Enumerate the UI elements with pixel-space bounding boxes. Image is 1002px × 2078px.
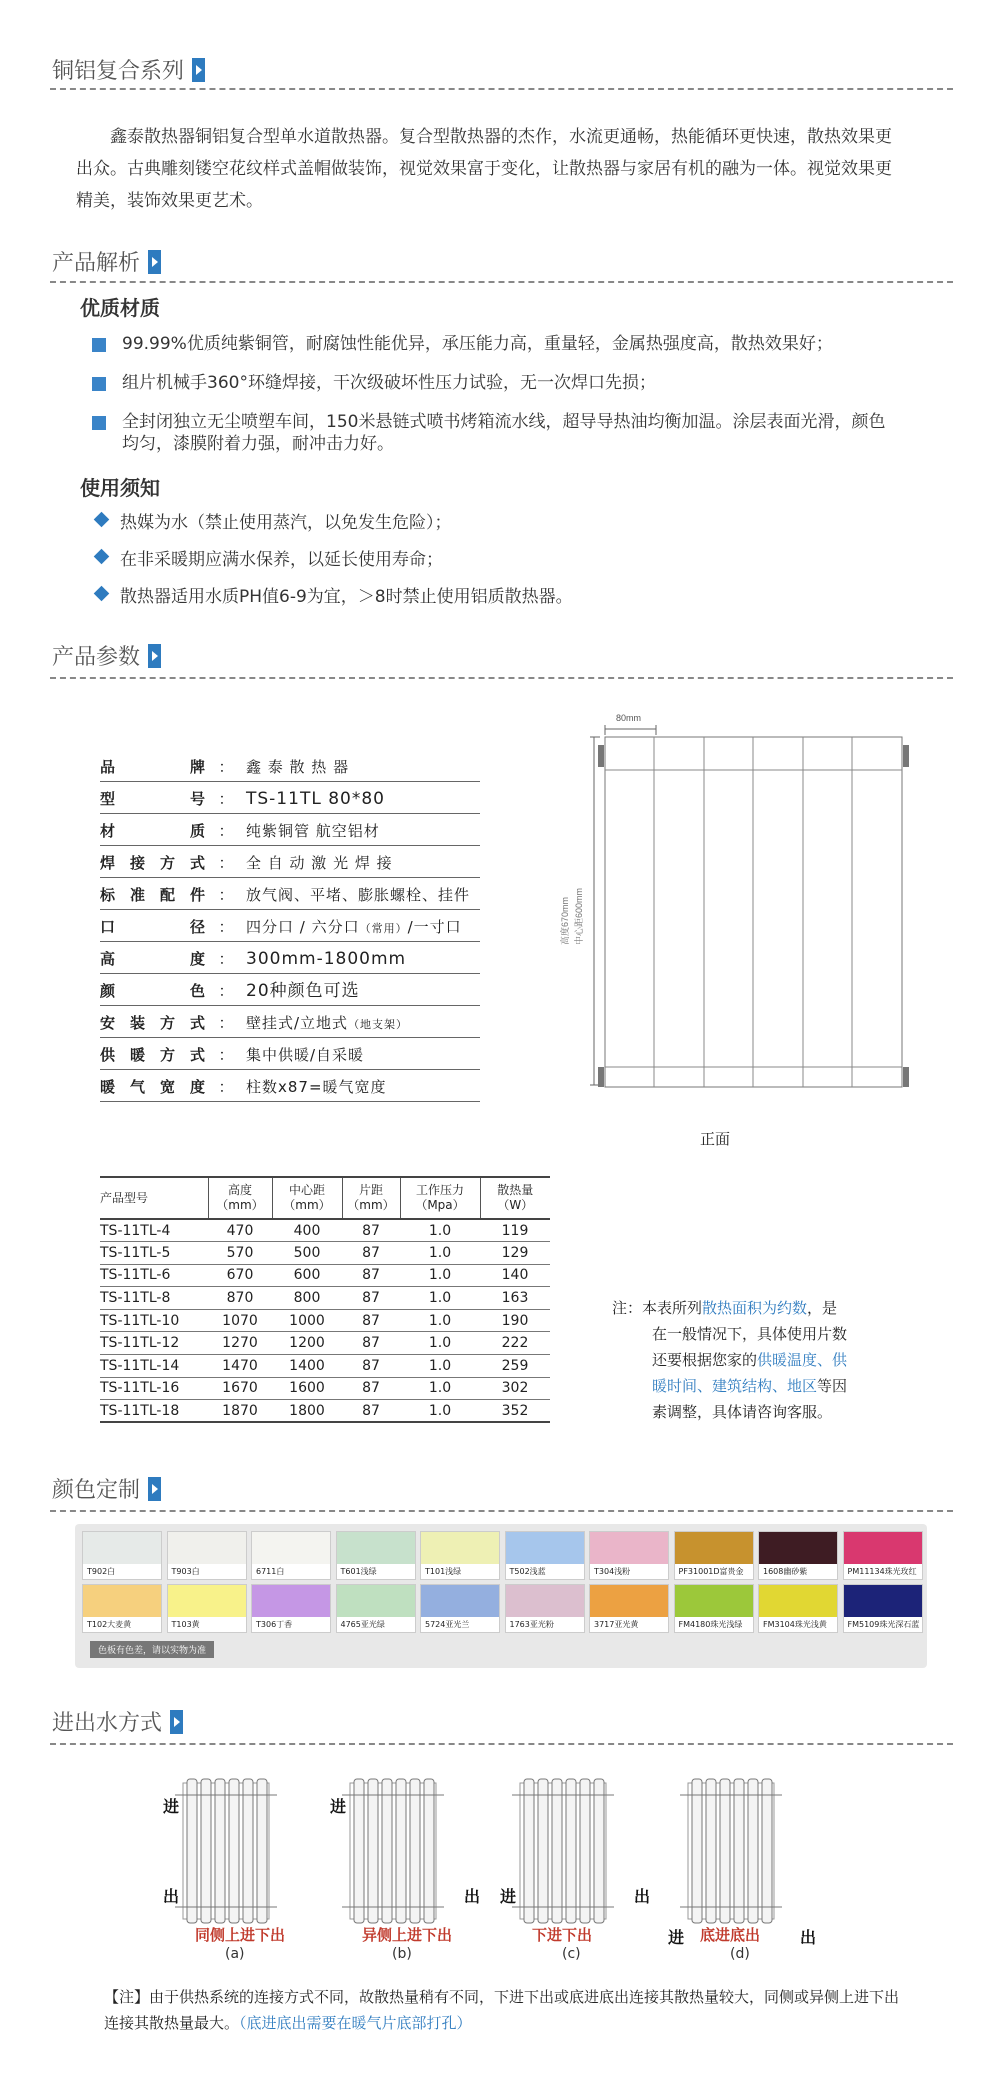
table-cell: 1.0 bbox=[400, 1264, 480, 1287]
table-cell: 1.0 bbox=[400, 1242, 480, 1265]
color-swatch[interactable] bbox=[420, 1584, 500, 1633]
table-cell: TS-11TL-16 bbox=[100, 1377, 208, 1400]
swatch-label: T601浅绿 bbox=[340, 1567, 377, 1576]
radiator-diagram bbox=[165, 1775, 295, 1935]
quality-heading: 优质材质 bbox=[80, 296, 160, 320]
table-cell: 1070 bbox=[208, 1309, 272, 1332]
bullet-diamond-icon bbox=[94, 586, 110, 602]
table-cell: 1.0 bbox=[400, 1400, 480, 1423]
color-palette bbox=[75, 1524, 927, 1668]
swatch-color bbox=[590, 1585, 668, 1617]
table-cell: 87 bbox=[342, 1332, 400, 1355]
table-cell: 259 bbox=[480, 1355, 550, 1378]
feature-item: 全封闭独立无尘喷塑车间，150米悬链式喷书烤箱流水线，超导导热油均衡加温。涂层表面光滑，颜色均匀，漆膜附着力强，耐冲击力好。 bbox=[92, 411, 892, 455]
swatch-label: T502浅蓝 bbox=[509, 1567, 546, 1576]
swatch-color bbox=[421, 1532, 499, 1564]
color-swatch[interactable] bbox=[82, 1531, 162, 1580]
center-dimension-label: 中心距600mm bbox=[574, 887, 584, 945]
flow-label: 进 bbox=[163, 1797, 180, 1816]
front-view-label: 正面 bbox=[700, 1130, 731, 1148]
color-swatch[interactable] bbox=[589, 1584, 669, 1633]
flow-label: 进 bbox=[330, 1797, 347, 1816]
bullet-square-icon bbox=[92, 416, 106, 430]
radiator-diagram bbox=[332, 1775, 462, 1935]
table-row bbox=[100, 1377, 550, 1400]
swatch-color bbox=[252, 1532, 330, 1564]
color-swatch[interactable] bbox=[505, 1531, 585, 1580]
swatch-label: T902白 bbox=[87, 1567, 116, 1576]
table-cell: TS-11TL-12 bbox=[100, 1332, 208, 1355]
table-cell: 1670 bbox=[208, 1377, 272, 1400]
swatch-color bbox=[421, 1585, 499, 1617]
table-cell: 1800 bbox=[272, 1400, 342, 1423]
table-cell: 1.0 bbox=[400, 1377, 480, 1400]
swatch-label: T101浅绿 bbox=[425, 1567, 462, 1576]
divider bbox=[50, 88, 953, 90]
color-swatch[interactable] bbox=[167, 1584, 247, 1633]
flow-sublabel: (d) bbox=[730, 1946, 750, 1962]
table-cell: 87 bbox=[342, 1377, 400, 1400]
table-cell: 1.0 bbox=[400, 1309, 480, 1332]
table-cell: 87 bbox=[342, 1355, 400, 1378]
table-row bbox=[100, 1219, 550, 1242]
spec-row: 安装方式 ： 壁挂式/立地式（地支架） bbox=[100, 1006, 480, 1038]
table-header: 工作压力 （Mpa） bbox=[400, 1177, 480, 1219]
swatch-color bbox=[675, 1532, 753, 1564]
table-cell: 87 bbox=[342, 1264, 400, 1287]
table-cell: 1400 bbox=[272, 1355, 342, 1378]
flow-caption: 异侧上进下出 bbox=[362, 1926, 453, 1944]
swatch-color bbox=[675, 1585, 753, 1617]
color-swatch[interactable] bbox=[167, 1531, 247, 1580]
flow-caption: 底进底出 bbox=[700, 1926, 761, 1944]
section-title-params: 产品参数 bbox=[52, 640, 161, 671]
color-swatch[interactable] bbox=[251, 1584, 331, 1633]
color-swatch[interactable] bbox=[420, 1531, 500, 1580]
swatch-color bbox=[252, 1585, 330, 1617]
table-cell: 1870 bbox=[208, 1400, 272, 1423]
table-cell: TS-11TL-8 bbox=[100, 1287, 208, 1310]
table-header: 中心距 （mm） bbox=[272, 1177, 342, 1219]
color-swatch[interactable] bbox=[758, 1584, 838, 1633]
feature-item: 组片机械手360°环缝焊接，干次级破坏性压力试验，无一次焊口先损； bbox=[92, 372, 902, 394]
arrow-icon bbox=[192, 58, 205, 82]
table-cell: 87 bbox=[342, 1309, 400, 1332]
spec-row: 型号 ： TS-11TL 80*80 bbox=[100, 782, 480, 814]
swatch-label: 5724亚光兰 bbox=[425, 1620, 470, 1629]
table-cell: TS-11TL-18 bbox=[100, 1400, 208, 1423]
swatch-label: 3717亚光黄 bbox=[594, 1620, 639, 1629]
table-cell: 800 bbox=[272, 1287, 342, 1310]
color-swatch[interactable] bbox=[758, 1531, 838, 1580]
table-cell: TS-11TL-10 bbox=[100, 1309, 208, 1332]
swatch-label: 6711白 bbox=[256, 1567, 285, 1576]
table-cell: 1600 bbox=[272, 1377, 342, 1400]
arrow-icon bbox=[148, 250, 161, 274]
table-cell: TS-11TL-4 bbox=[100, 1219, 208, 1242]
divider bbox=[50, 1743, 953, 1745]
bullet-diamond-icon bbox=[94, 549, 110, 565]
swatch-color bbox=[590, 1532, 668, 1564]
table-row bbox=[100, 1332, 550, 1355]
table-cell: 140 bbox=[480, 1264, 550, 1287]
swatch-color bbox=[759, 1585, 837, 1617]
table-header: 产品型号 bbox=[100, 1177, 208, 1219]
table-cell: 1.0 bbox=[400, 1287, 480, 1310]
swatch-color bbox=[506, 1532, 584, 1564]
swatch-label: T903白 bbox=[171, 1567, 200, 1576]
flow-label: 出 bbox=[800, 1928, 817, 1947]
table-cell: 302 bbox=[480, 1377, 550, 1400]
swatch-label: 4765亚光绿 bbox=[340, 1620, 385, 1629]
spec-row: 高度 ： 300mm-1800mm bbox=[100, 942, 480, 974]
bullet-square-icon bbox=[92, 338, 106, 352]
divider bbox=[50, 281, 953, 283]
table-cell: 1200 bbox=[272, 1332, 342, 1355]
swatch-color bbox=[759, 1532, 837, 1564]
table-cell: TS-11TL-5 bbox=[100, 1242, 208, 1265]
table-cell: 670 bbox=[208, 1264, 272, 1287]
table-cell: 570 bbox=[208, 1242, 272, 1265]
bullet-diamond-icon bbox=[94, 512, 110, 528]
swatch-color bbox=[83, 1532, 161, 1564]
table-row bbox=[100, 1309, 550, 1332]
table-cell: 129 bbox=[480, 1242, 550, 1265]
color-swatch[interactable] bbox=[843, 1531, 923, 1580]
flow-sublabel: (a) bbox=[225, 1946, 245, 1962]
swatch-label: T306丁香 bbox=[256, 1620, 293, 1629]
color-swatch[interactable] bbox=[674, 1584, 754, 1633]
swatch-label: 1763亚光粉 bbox=[509, 1620, 554, 1629]
table-cell: 1270 bbox=[208, 1332, 272, 1355]
flow-sublabel: (c) bbox=[562, 1946, 581, 1962]
table-cell: 163 bbox=[480, 1287, 550, 1310]
usage-item: 散热器适用水质PH值6-9为宜，＞8时禁止使用铝质散热器。 bbox=[96, 582, 573, 607]
spec-row: 暖气宽度 ： 柱数x87=暖气宽度 bbox=[100, 1070, 480, 1102]
color-swatch[interactable] bbox=[82, 1584, 162, 1633]
swatch-label: FM4180珠光浅绿 bbox=[678, 1620, 743, 1629]
table-cell: 1.0 bbox=[400, 1332, 480, 1355]
table-cell: 222 bbox=[480, 1332, 550, 1355]
table-row bbox=[100, 1355, 550, 1378]
flow-label: 出 bbox=[634, 1887, 651, 1906]
table-cell: TS-11TL-6 bbox=[100, 1264, 208, 1287]
table-row bbox=[100, 1287, 550, 1310]
arrow-icon bbox=[148, 1477, 161, 1501]
flow-label: 出 bbox=[464, 1887, 481, 1906]
table-header: 高度 （mm） bbox=[208, 1177, 272, 1219]
performance-table bbox=[100, 1176, 550, 1423]
usage-item: 热媒为水（禁止使用蒸汽，以免发生危险）； bbox=[96, 508, 452, 533]
spec-row: 供暖方式 ： 集中供暖/自采暖 bbox=[100, 1038, 480, 1070]
flow-label: 进 bbox=[500, 1887, 517, 1906]
flow-sublabel: (b) bbox=[392, 1946, 412, 1962]
table-cell: 500 bbox=[272, 1242, 342, 1265]
feature-item: 99.99%优质纯紫铜管，耐腐蚀性能优异，承压能力高，重量轻，金属热强度高，散热效果好； bbox=[92, 333, 902, 355]
arrow-icon bbox=[148, 644, 161, 668]
table-row bbox=[100, 1400, 550, 1423]
swatch-label: T103黄 bbox=[171, 1620, 200, 1629]
flow-label: 进 bbox=[668, 1928, 685, 1947]
flow-label: 出 bbox=[163, 1887, 180, 1906]
spec-row: 焊接方式 ： 全 自 动 激 光 焊 接 bbox=[100, 846, 480, 878]
divider bbox=[50, 1510, 953, 1512]
palette-note: 色板有色差，请以实物为准 bbox=[90, 1641, 214, 1658]
radiator-front-drawing bbox=[560, 705, 920, 1105]
swatch-label: T102大麦黄 bbox=[87, 1620, 132, 1629]
section-title-analysis: 产品解析 bbox=[52, 246, 161, 277]
divider bbox=[50, 677, 953, 679]
color-swatch[interactable] bbox=[589, 1531, 669, 1580]
table-cell: 1000 bbox=[272, 1309, 342, 1332]
swatch-color bbox=[337, 1532, 415, 1564]
table-header: 片距 （mm） bbox=[342, 1177, 400, 1219]
table-cell: 870 bbox=[208, 1287, 272, 1310]
spec-row: 材质 ： 纯紫铜管 航空铝材 bbox=[100, 814, 480, 846]
swatch-color bbox=[844, 1585, 922, 1617]
footnote: 【注】由于供热系统的连接方式不同，故散热量稍有不同，下进下出或底进底出连接其散热量较大，同侧或异侧上进下出连接其散热量最大。（底进底出需要在暖气片底部打孔） bbox=[104, 1988, 900, 2032]
spec-row: 标准配件 ： 放气阀、平堵、膨胀螺栓、挂件 bbox=[100, 878, 480, 910]
table-cell: 1470 bbox=[208, 1355, 272, 1378]
color-swatch[interactable] bbox=[505, 1584, 585, 1633]
color-swatch[interactable] bbox=[843, 1584, 923, 1633]
table-cell: 87 bbox=[342, 1242, 400, 1265]
swatch-label: FM3104珠光浅黄 bbox=[763, 1620, 827, 1629]
color-swatch[interactable] bbox=[674, 1531, 754, 1580]
swatch-label: PF31001D富贵金 bbox=[678, 1567, 744, 1576]
arrow-icon bbox=[170, 1710, 183, 1734]
swatch-color bbox=[168, 1532, 246, 1564]
table-row bbox=[100, 1242, 550, 1265]
table-cell: 352 bbox=[480, 1400, 550, 1423]
swatch-color bbox=[844, 1532, 922, 1564]
table-cell: 190 bbox=[480, 1309, 550, 1332]
spec-row: 品牌 ： 鑫 泰 散 热 器 bbox=[100, 750, 480, 782]
bullet-square-icon bbox=[92, 377, 106, 391]
table-cell: 119 bbox=[480, 1219, 550, 1242]
color-swatch[interactable] bbox=[336, 1531, 416, 1580]
radiator-diagram bbox=[502, 1775, 632, 1935]
swatch-label: 1608幽砂紫 bbox=[763, 1567, 808, 1576]
usage-heading: 使用须知 bbox=[80, 476, 160, 500]
table-note: 注：本表所列散热面积为约数，是 在一般情况下，具体使用片数 还要根据您家的供暖温度、供 暖时间、建筑结构、地区等因 素调整，具体请咨询客服。 bbox=[612, 1299, 848, 1421]
table-cell: 400 bbox=[272, 1219, 342, 1242]
width-dimension-label: 80mm bbox=[616, 713, 642, 723]
spec-list bbox=[100, 750, 480, 1102]
height-dimension-label: 高度670mm bbox=[560, 896, 570, 945]
spec-row: 口径 ： 四分口 / 六分口（常用）/一寸口 bbox=[100, 910, 480, 942]
swatch-color bbox=[506, 1585, 584, 1617]
table-cell: 87 bbox=[342, 1287, 400, 1310]
swatch-color bbox=[83, 1585, 161, 1617]
usage-item: 在非采暖期应满水保养，以延长使用寿命； bbox=[96, 545, 443, 570]
swatch-color bbox=[168, 1585, 246, 1617]
table-cell: 470 bbox=[208, 1219, 272, 1242]
table-header: 散热量 （W） bbox=[480, 1177, 550, 1219]
table-cell: 87 bbox=[342, 1219, 400, 1242]
section-title-series: 铜铝复合系列 bbox=[52, 54, 205, 85]
spec-row: 颜色 ： 20种颜色可选 bbox=[100, 974, 480, 1006]
swatch-label: PM11134珠光玫红 bbox=[847, 1567, 917, 1576]
table-cell: 1.0 bbox=[400, 1355, 480, 1378]
table-cell: 1.0 bbox=[400, 1219, 480, 1242]
flow-caption: 下进下出 bbox=[532, 1926, 593, 1944]
table-cell: 87 bbox=[342, 1400, 400, 1423]
swatch-label: T304浅粉 bbox=[594, 1567, 631, 1576]
intro-paragraph: 鑫泰散热器铜铝复合型单水道散热器。复合型散热器的杰作，水流更通畅，热能循环更快速，散热效果更出众。古典雕刻镂空花纹样式盖帽做装饰，视觉效果富于变化，让散热器与家居有机的融为一体。视觉效果更精美，装饰效果更艺术。 bbox=[76, 127, 892, 211]
table-cell: 600 bbox=[272, 1264, 342, 1287]
swatch-label: FM5109珠光深石蓝 bbox=[847, 1620, 920, 1629]
table-row bbox=[100, 1264, 550, 1287]
section-title-water: 进出水方式 bbox=[52, 1706, 183, 1737]
section-title-color: 颜色定制 bbox=[52, 1473, 161, 1504]
swatch-color bbox=[337, 1585, 415, 1617]
flow-caption: 同侧上进下出 bbox=[195, 1926, 286, 1944]
table-cell: TS-11TL-14 bbox=[100, 1355, 208, 1378]
radiator-diagram bbox=[670, 1775, 800, 1935]
color-swatch[interactable] bbox=[251, 1531, 331, 1580]
color-swatch[interactable] bbox=[336, 1584, 416, 1633]
